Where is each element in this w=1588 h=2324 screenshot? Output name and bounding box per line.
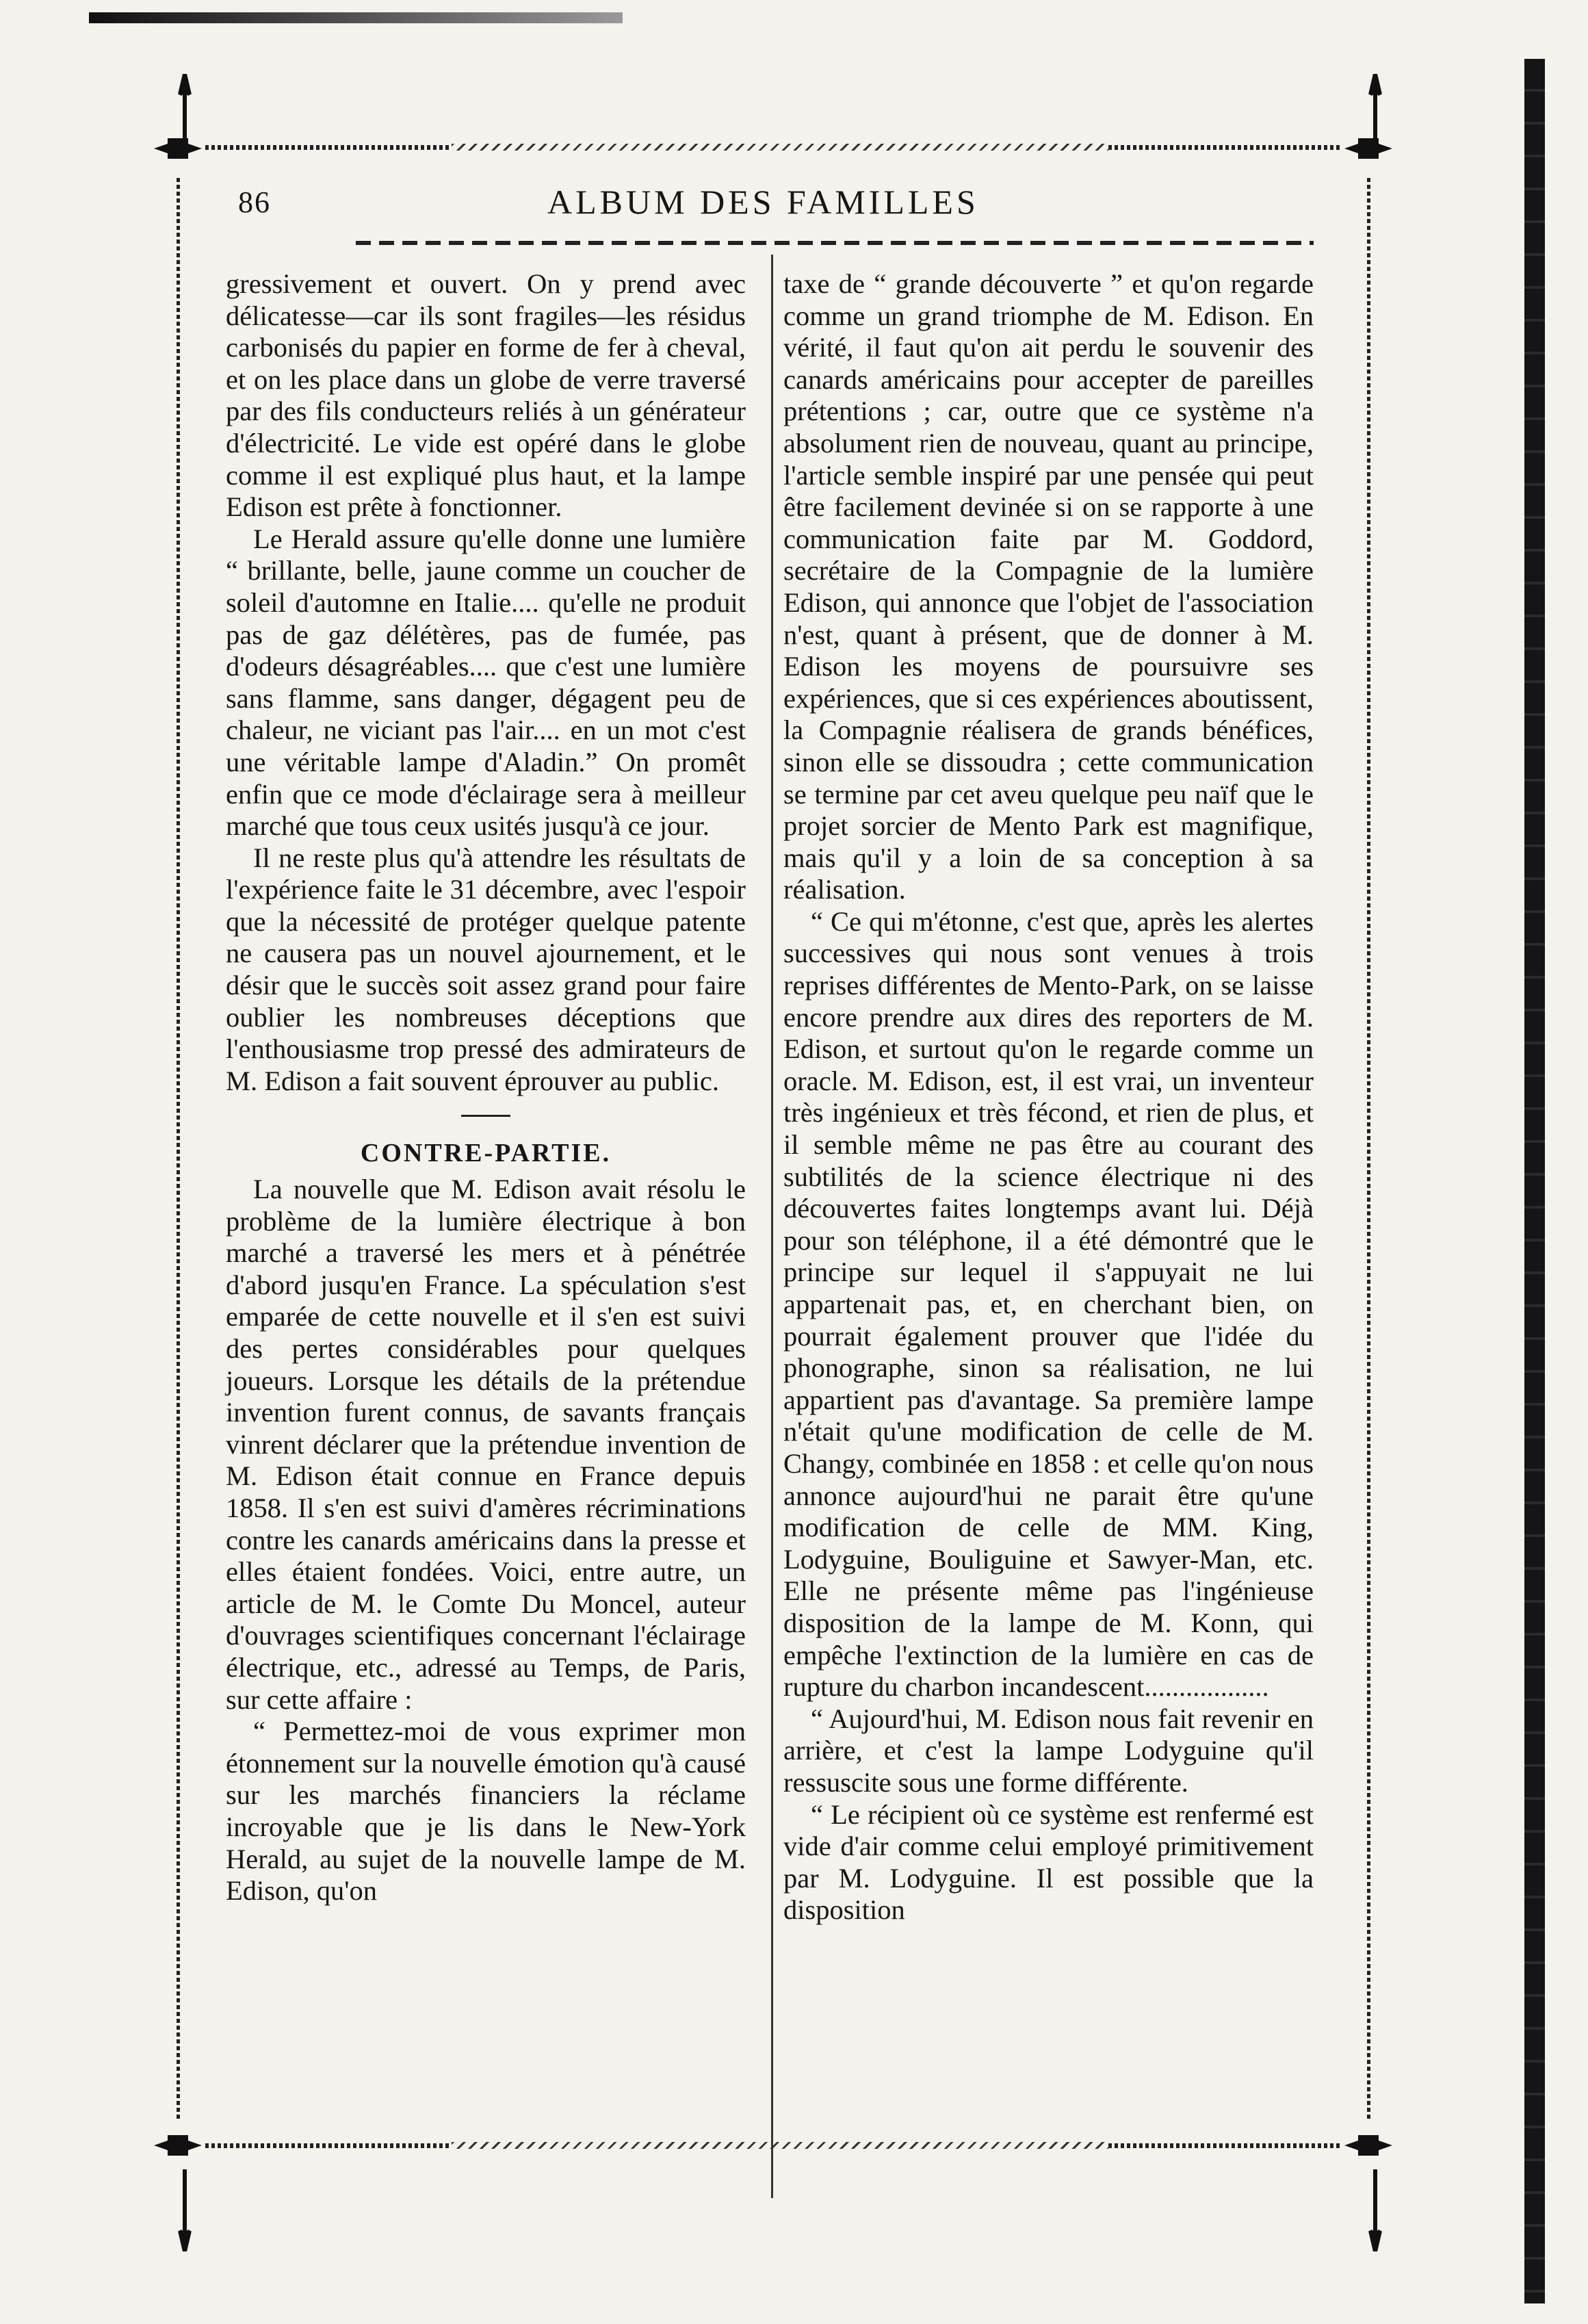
paragraph: gressivement et ouvert. On y prend avec délicatesse—car ils sont fragiles—les résidus carbonisés du papier en forme de fer à cheval, et on les place dans un globe de verre traversé par des fils conducteurs reliés à un générateur d'électricité. Le vide est opéré dans le globe comme il est expliqué plus haut, et la lampe Edison est prête à fonctionner.: [226, 268, 746, 523]
paragraph: “ Le récipient où ce système est renfermé est vide d'air comme celui employé primitivement par M. Lodyguine. Il est possible que la disposition: [783, 1798, 1314, 1926]
bottom-left-fleuron: [174, 2169, 195, 2251]
bottom-border-left: [205, 2143, 452, 2148]
left-border: [177, 178, 180, 2121]
bottom-border-wave: [452, 2142, 1108, 2149]
right-column: [783, 268, 1314, 1926]
top-edge-strip: [89, 12, 623, 23]
page-number: 86: [238, 185, 271, 219]
paragraph: “ Permettez-moi de vous exprimer mon étonnement sur la nouvelle émotion qu'à causé sur les marchés financiers la réclame incroyable que je lis dans le New-York Herald, au sujet de la nouvelle lampe de M. Edison, qu'on: [226, 1716, 746, 1907]
top-border-left: [205, 145, 452, 150]
top-right-corner-ornament: [1344, 125, 1392, 172]
bottom-right-corner-ornament: [1344, 2121, 1392, 2169]
paragraph: “ Aujourd'hui, M. Edison nous fait revenir en arrière, et c'est la lampe Lodyguine qu'il ressuscite sous une forme différente.: [783, 1703, 1314, 1798]
top-border-wave: [452, 144, 1108, 151]
paragraph: Le Herald assure qu'elle donne une lumière “ brillante, belle, jaune comme un coucher de soleil d'automne en Italie.... qu'elle ne produit pas de gaz délétères, pas de fumée, pas d'odeurs désagréables.... que c'est une lumière sans flamme, sans danger, dégagent peu de chaleur, ne viciant pas l'air.... en un mot c'est une véritable lampe d'Aladin.” On promêt enfin que ce mode d'éclairage sera à meilleur marché que tous ceux usités jusqu'à ce jour.: [226, 523, 746, 842]
bottom-border-right: [1108, 2143, 1341, 2148]
bottom-right-fleuron: [1365, 2169, 1385, 2251]
paragraph: “ Ce qui m'étonne, c'est que, après les alertes successives qui nous sont venues à trois reprises différentes de Mento-Park, on se laisse encore prendre aux dires des reporters de M. Edison, et surtout qu'on le regarde comme un oracle. M. Edison, est, il est vrai, un inventeur très ingénieux et très fécond, et rien de plus, et il semble même ne pas être au courant des subtilités de la science électrique ni des découvertes faites longtemps avant lui. Déjà pour son téléphone, il a été démontré que le principe sur lequel il s'appuyait ne lui appartenait pas, et, en cherchant bien, on pourrait également prouver que l'idée du phonographe, sinon sa réalisation, ne lui appartient pas d'avantage. Sa première lampe n'était qu'une modification de celle de M. Changy, combinée en 1858 : et celle qu'on nous annonce aujourd'hui ne parait être qu'une modification de celle de MM. King, Lodyguine, Bouliguine et Sawyer-Man, etc. Elle ne présente même pas l'ingénieuse disposition de la lampe de M. Konn, qui empêche l'extinction de la lumière en cas de rupture du charbon incandescent..................: [783, 905, 1314, 1703]
paragraph: Il ne reste plus qu'à attendre les résultats de l'expérience faite le 31 décembre, avec l'espoir que la nécessité de protéger quelque patente ne causera pas un nouvel ajournement, et le désir que le succès soit assez grand pour faire oublier les nombreuses déceptions que l'enthousiasme trop pressé des admirateurs de M. Edison a fait souvent éprouver au public.: [226, 842, 746, 1096]
section-divider: [461, 1115, 510, 1117]
right-border: [1367, 178, 1370, 2121]
running-title: ALBUM DES FAMILLES: [547, 183, 979, 221]
right-binding-bar: [1524, 59, 1545, 2303]
header-rule: [356, 241, 1314, 245]
top-left-corner-ornament: [154, 125, 202, 172]
paragraph: La nouvelle que M. Edison avait résolu le problème de la lumière électrique à bon marché a traversé les mers et à pénétrée d'abord jusqu'en France. La spéculation s'est emparée de cette nouvelle et il s'en est suivi des pertes considérables pour quelques joueurs. Lorsque les détails de la prétendue invention furent connus, de savants français vinrent déclarer que la prétendue invention de M. Edison était connue en France depuis 1858. Il s'en est suivi d'amères récriminations contre les canards américains dans la presse et elles étaient fondées. Voici, entre autre, un article de M. le Comte Du Moncel, auteur d'ouvrages scientifiques concernant l'éclairage électrique, etc., adressé au Temps, de Paris, sur cette affaire :: [226, 1174, 746, 1715]
top-border-right: [1108, 145, 1341, 150]
section-title: CONTRE-PARTIE.: [360, 1139, 612, 1168]
paragraph: taxe de “ grande découverte ” et qu'on regarde comme un grand triomphe de M. Edison. En vérité, il faut qu'on ait perdu le souvenir des canards américains pour accepter de pareilles prétentions ; car, outre que ce système n'a absolument rien de nouveau, quant au principe, l'article semble inspiré par une pensée qui peut être facilement devinée si on se rapporte à une communication faite par M. Goddord, secrétaire de la Compagnie de la lumière Edison, qui annonce que l'objet de l'association n'est, quant à présent, que de donner à M. Edison les moyens de poursuivre ses expériences, que si ces expériences aboutissent, la Compagnie réalisera de grands bénéfices, sinon elle se dissoudra ; cette communication se termine par cet aveu quelque peu naïf que le projet sorcier de Mento Park est magnifique, mais qu'il y a loin de sa conception à sa réalisation.: [783, 268, 1314, 905]
column-divider: [771, 255, 773, 2198]
bottom-left-corner-ornament: [154, 2121, 202, 2169]
left-column: [226, 268, 746, 1907]
